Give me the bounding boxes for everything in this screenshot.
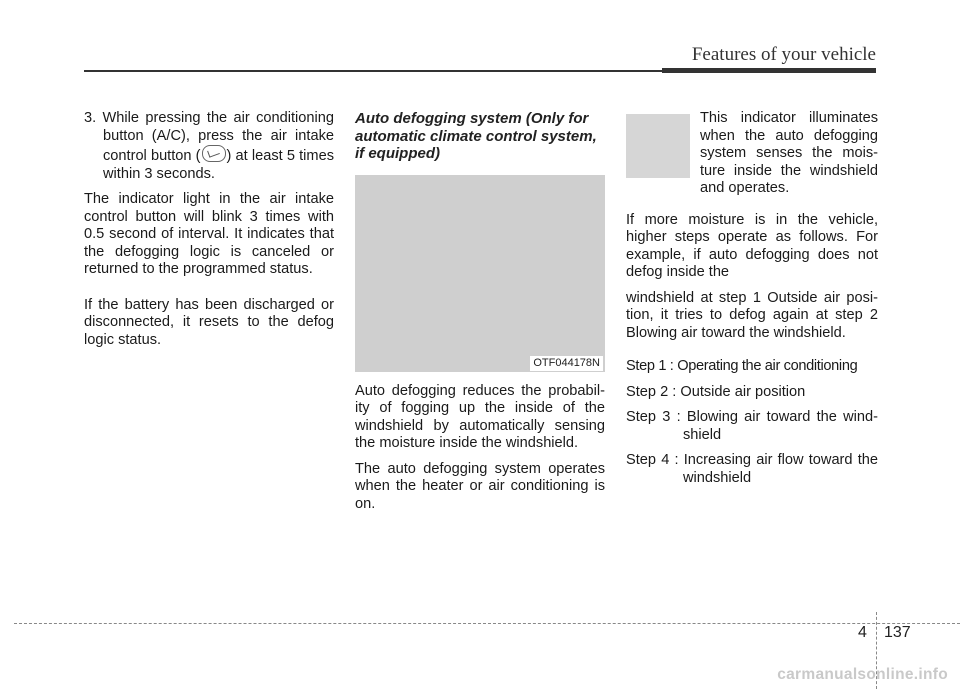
page-number: 137 [884,624,911,641]
operation-paragraph: The auto defogging system operates when the heater or air conditioning is on. [355,460,605,512]
figure-label: OTF044178N [530,356,603,371]
step-3-text-b: ) at least 5 times within 3 seconds. [103,148,334,182]
column-left [84,110,334,357]
header-rule-accent [662,68,876,73]
column-middle [355,110,605,521]
column-right [626,110,878,495]
watermark: carmanualsonline.info [777,666,948,683]
page-header-title: Features of your vehicle [691,44,876,65]
indicator-paragraph: The indicator light in the air intake control button will blink 3 times with 0.5 second of interval. It indicates that the defogging logic is canceled or returned to the programmed status. [84,191,334,277]
chapter-number: 4 [858,624,867,641]
step-4: Step 4 : Increasing air flow toward the windshield [626,452,878,486]
section-title: Auto defogging system (Only for automatic climate control system, if equipped) [355,110,597,162]
step-2: Step 2 : Outside air position [626,383,806,400]
auto-defog-paragraph: Auto defogging reduces the probabil-ity of fogging up the inside of the windshield by automatically sensing the moisture inside the windshield. [355,382,605,451]
step-3-text-a: 3. While pressing the air conditioning button (A/C), press the air intake control button ( [84,110,334,164]
step-explanation-paragraph: windshield at step 1 Outside air posi-tion, it tries to defog again at step 2 Blowing air toward the windshield. [626,289,878,341]
moisture-paragraph: If more moisture is in the vehicle, higher steps operate as follows. For example, if auto defogging does not defog inside the [626,211,878,280]
indicator-block [626,110,878,198]
step-3: Step 3 : Blowing air toward the wind-shield [626,409,878,443]
air-intake-icon [202,145,226,162]
indicator-text: This indicator illuminates when the auto defogging system senses the mois-ture inside the windshield and operates. [700,110,878,196]
figure-image [355,175,605,372]
steps-list [626,358,878,487]
indicator-light-image [626,114,690,178]
step-1: Step 1 : Operating the air conditioning [626,358,858,374]
step-3-instruction [84,110,334,183]
battery-paragraph: If the battery has been discharged or disconnected, it resets to the defog logic status. [84,296,334,348]
footer-rule [14,623,960,624]
